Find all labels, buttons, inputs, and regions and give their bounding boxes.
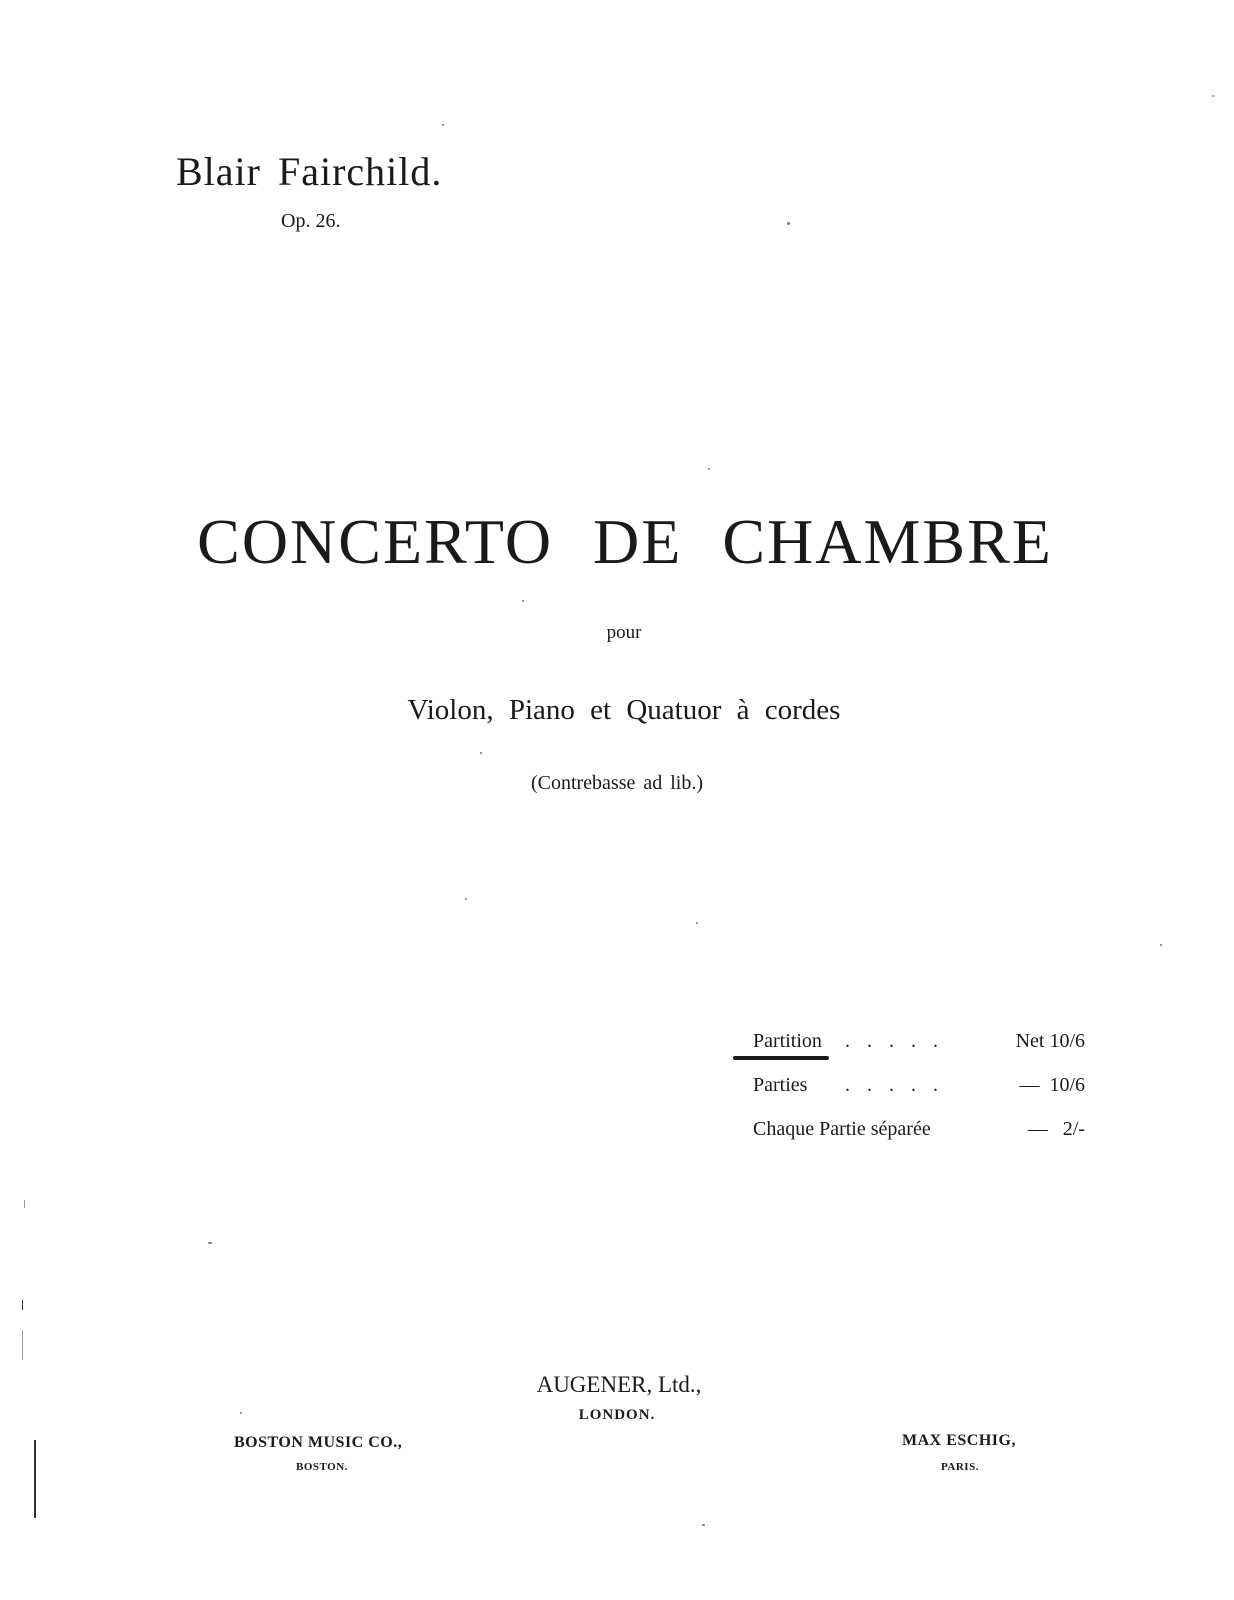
price-value: Net 10/6	[1015, 1030, 1085, 1052]
scan-speck	[240, 1412, 242, 1414]
contrebasse-note: (Contrebasse ad lib.)	[530, 772, 704, 794]
price-value: — 2/-	[1027, 1118, 1085, 1140]
scan-speck	[522, 600, 524, 602]
publisher-augener-city: LONDON.	[578, 1407, 656, 1423]
price-list	[745, 1030, 1085, 1162]
price-row-chaque-partie	[745, 1118, 1085, 1162]
scan-speck	[208, 1242, 212, 1244]
edge-mark	[24, 1200, 25, 1208]
scan-speck	[465, 898, 467, 900]
scan-speck	[480, 752, 482, 754]
composer-name: Blair Fairchild.	[176, 149, 443, 194]
price-dots: . . . . .	[845, 1030, 944, 1052]
instrumentation: Violon, Piano et Quatuor à cordes	[407, 694, 841, 726]
publisher-eschig-city: PARIS.	[941, 1461, 979, 1473]
scan-speck	[1212, 95, 1214, 97]
scan-speck	[1160, 944, 1162, 946]
price-label: Parties	[753, 1074, 808, 1096]
scan-speck	[708, 468, 710, 470]
price-dots: . . . . .	[845, 1074, 944, 1096]
publisher-augener: AUGENER, Ltd.,	[536, 1372, 702, 1397]
opus-number: Op. 26.	[281, 210, 341, 232]
price-label: Chaque Partie séparée	[753, 1118, 931, 1140]
price-value: — 10/6	[1019, 1074, 1085, 1096]
scan-speck	[787, 222, 790, 225]
scan-speck	[696, 922, 698, 924]
publisher-boston-city: BOSTON.	[296, 1461, 348, 1473]
edge-mark	[34, 1440, 36, 1518]
publisher-boston: BOSTON MUSIC CO.,	[234, 1434, 403, 1451]
publisher-eschig: MAX ESCHIG,	[902, 1432, 1016, 1449]
price-row-partition	[745, 1030, 1085, 1074]
edge-mark	[22, 1300, 23, 1310]
ink-underline-mark	[733, 1056, 829, 1060]
edge-mark	[22, 1330, 23, 1360]
pour-text: pour	[606, 622, 642, 643]
scan-speck	[442, 124, 444, 126]
price-row-parties	[745, 1074, 1085, 1118]
scan-speck	[702, 1524, 705, 1526]
price-label: Partition	[753, 1030, 822, 1052]
work-title: CONCERTO DE CHAMBRE	[197, 506, 1053, 577]
